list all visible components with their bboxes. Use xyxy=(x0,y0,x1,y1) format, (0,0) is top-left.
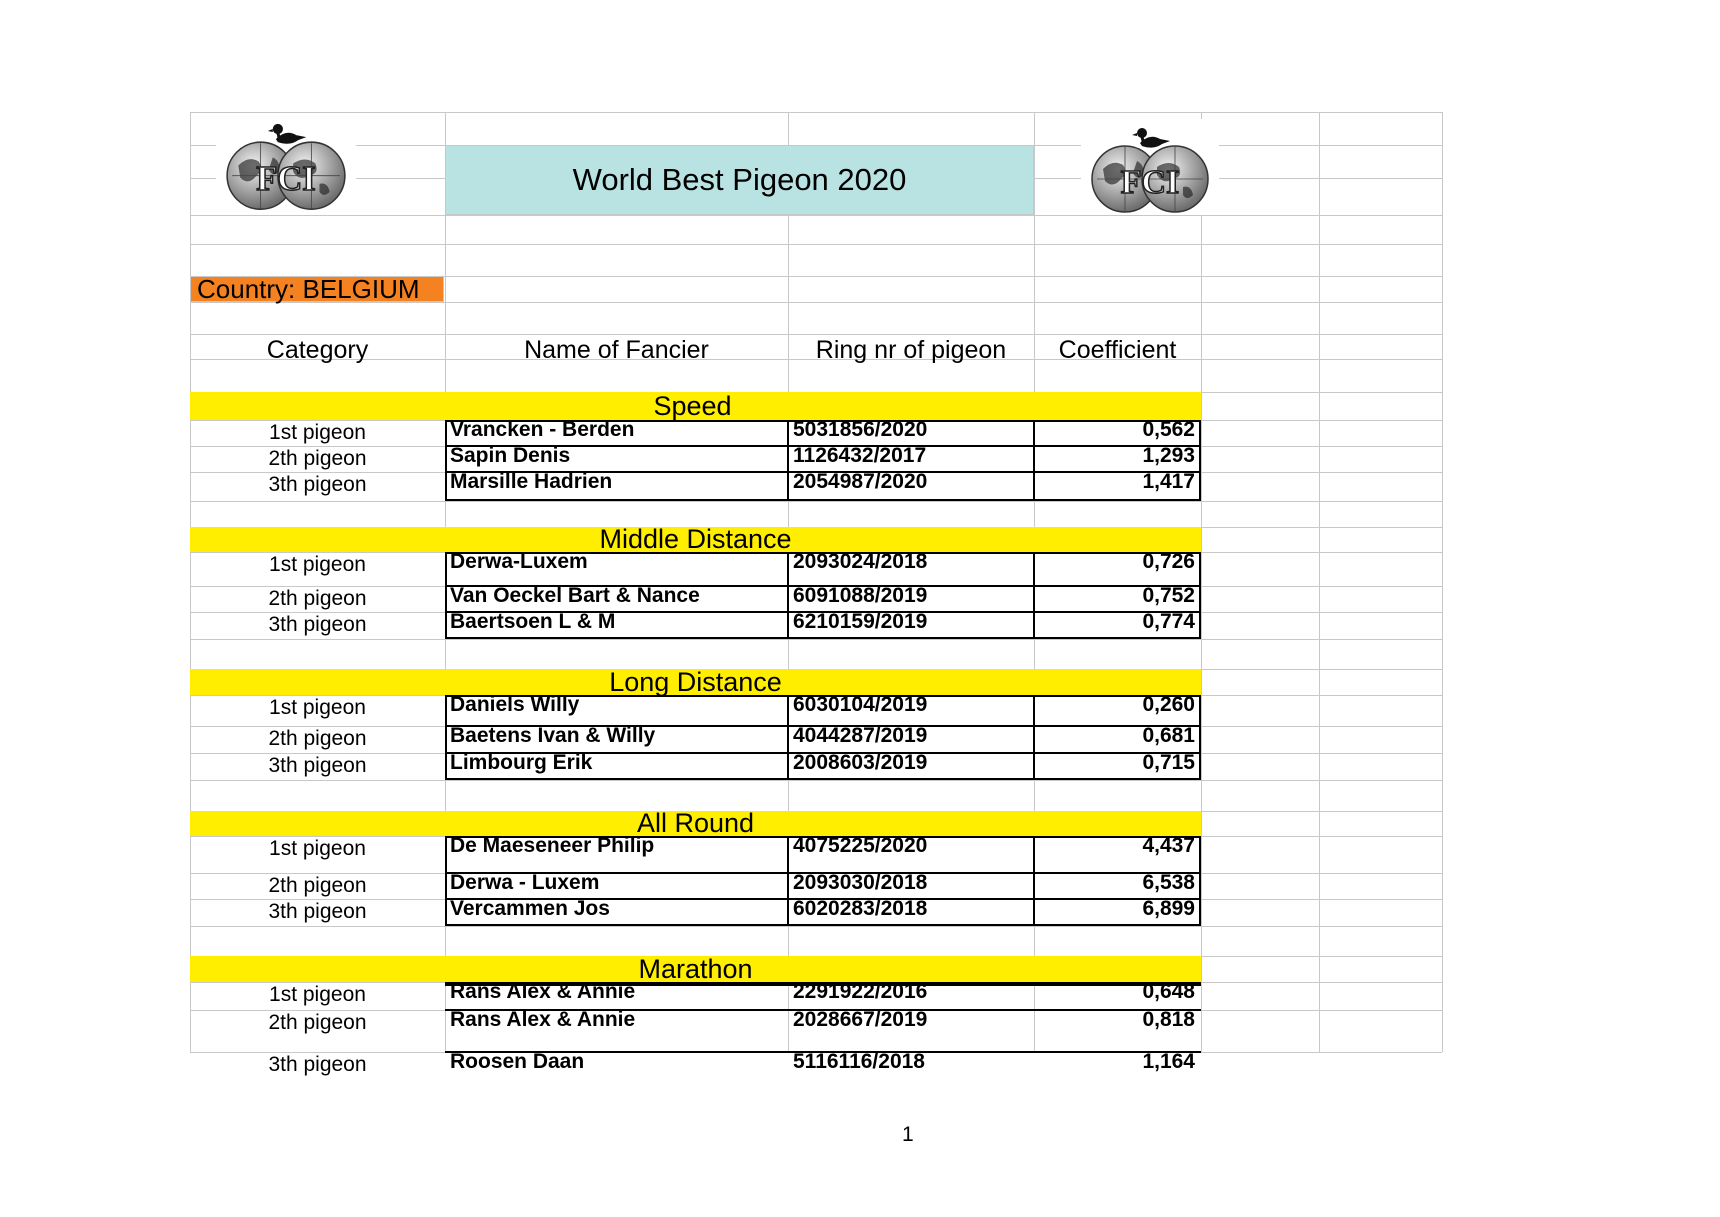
category-cell: 2th pigeon xyxy=(268,587,367,610)
section-header: All Round xyxy=(190,811,1201,836)
fancier-name-cell: Derwa-Luxem xyxy=(450,550,588,573)
coefficient-cell: 0,562 xyxy=(1142,418,1195,441)
fancier-name-cell: Daniels Willy xyxy=(450,693,580,716)
category-cell: 2th pigeon xyxy=(268,1011,367,1034)
fancier-name-cell: Derwa - Luxem xyxy=(450,871,600,894)
results-col-divider xyxy=(787,695,789,780)
fancier-name-cell: Marsille Hadrien xyxy=(450,470,613,493)
coefficient-cell: 1,164 xyxy=(1142,1050,1195,1073)
category-cell: 1st pigeon xyxy=(269,837,366,860)
results-col-divider xyxy=(787,836,789,926)
category-cell: 2th pigeon xyxy=(268,874,367,897)
column-header-ring: Ring nr of pigeon xyxy=(815,336,1007,364)
fancier-name-cell: Sapin Denis xyxy=(450,444,571,467)
ring-number-cell: 4075225/2020 xyxy=(793,834,928,857)
category-cell: 1st pigeon xyxy=(269,553,366,576)
grid-column-line xyxy=(1442,112,1443,1052)
fancier-name-cell: De Maeseneer Philip xyxy=(450,834,655,857)
section-header: Speed xyxy=(190,392,1201,420)
ring-number-cell: 2054987/2020 xyxy=(793,470,928,493)
country-label: Country: BELGIUM xyxy=(190,276,444,302)
coefficient-cell: 0,774 xyxy=(1142,610,1195,633)
fancier-name-cell: Rans Alex & Annie xyxy=(450,1008,636,1031)
ring-number-cell: 1126432/2017 xyxy=(793,444,927,467)
coefficient-cell: 0,681 xyxy=(1142,724,1195,747)
category-cell: 3th pigeon xyxy=(268,473,367,496)
category-cell: 3th pigeon xyxy=(268,900,367,923)
fancier-name-cell: Vercammen Jos xyxy=(450,897,610,920)
svg-text:FCI: FCI xyxy=(256,159,316,198)
section-header: Long Distance xyxy=(190,669,1201,695)
column-header-coefficient: Coefficient xyxy=(1058,336,1177,364)
results-col-divider xyxy=(787,420,789,501)
page-title: World Best Pigeon 2020 xyxy=(445,145,1034,215)
fancier-name-cell: Limbourg Erik xyxy=(450,751,593,774)
coefficient-cell: 0,726 xyxy=(1142,550,1195,573)
fancier-name-cell: Baertsoen L & M xyxy=(450,610,616,633)
column-header-category: Category xyxy=(266,336,369,364)
ring-number-cell: 6030104/2019 xyxy=(793,693,928,716)
ring-number-cell: 5031856/2020 xyxy=(793,418,928,441)
coefficient-cell: 4,437 xyxy=(1142,834,1195,857)
coefficient-cell: 0,260 xyxy=(1142,693,1195,716)
ring-number-cell: 6091088/2019 xyxy=(793,584,928,607)
grid-row-line xyxy=(190,112,1442,113)
fci-logo-left-icon xyxy=(220,112,352,215)
category-cell: 1st pigeon xyxy=(269,983,366,1006)
fancier-name-cell: Vrancken - Berden xyxy=(450,418,635,441)
fancier-name-cell: Rans Alex & Annie xyxy=(450,980,636,1003)
ring-number-cell: 5116116/2018 xyxy=(793,1050,925,1073)
ring-number-cell: 6020283/2018 xyxy=(793,897,928,920)
category-cell: 2th pigeon xyxy=(268,447,367,470)
svg-text:FCI: FCI xyxy=(1120,164,1180,201)
ring-number-cell: 4044287/2019 xyxy=(793,724,928,747)
results-col-divider xyxy=(787,552,789,639)
category-cell: 3th pigeon xyxy=(268,1053,367,1076)
category-cell: 1st pigeon xyxy=(269,696,366,719)
coefficient-cell: 0,818 xyxy=(1142,1008,1195,1031)
ring-number-cell: 2291922/2016 xyxy=(793,980,928,1003)
grid-column-line xyxy=(1319,112,1320,1052)
section-header: Middle Distance xyxy=(190,527,1201,552)
fancier-name-cell: Van Oeckel Bart & Nance xyxy=(450,584,700,607)
coefficient-cell: 6,538 xyxy=(1142,871,1195,894)
fancier-name-cell: Baetens Ivan & Willy xyxy=(450,724,656,747)
fci-logo-right-icon xyxy=(1085,117,1215,217)
page-number: 1 xyxy=(902,1123,914,1146)
coefficient-cell: 6,899 xyxy=(1142,897,1195,920)
category-cell: 2th pigeon xyxy=(268,727,367,750)
coefficient-cell: 0,715 xyxy=(1142,751,1195,774)
column-header-fancier: Name of Fancier xyxy=(524,336,709,364)
fancier-name-cell: Roosen Daan xyxy=(450,1050,585,1073)
ring-number-cell: 2093030/2018 xyxy=(793,871,928,894)
coefficient-cell: 0,648 xyxy=(1142,980,1195,1003)
grid-row-line xyxy=(190,215,1442,216)
coefficient-cell: 1,293 xyxy=(1142,444,1195,467)
grid-row-line xyxy=(190,334,1442,335)
coefficient-cell: 0,752 xyxy=(1142,584,1195,607)
ring-number-cell: 2028667/2019 xyxy=(793,1008,928,1031)
grid-column-line xyxy=(1201,112,1202,1052)
grid-row-line xyxy=(190,244,1442,245)
ring-number-cell: 6210159/2019 xyxy=(793,610,928,633)
ring-number-cell: 2008603/2019 xyxy=(793,751,928,774)
category-cell: 3th pigeon xyxy=(268,613,367,636)
category-cell: 1st pigeon xyxy=(269,421,366,444)
coefficient-cell: 1,417 xyxy=(1142,470,1195,493)
section-header: Marathon xyxy=(190,956,1201,982)
category-cell: 3th pigeon xyxy=(268,754,367,777)
ring-number-cell: 2093024/2018 xyxy=(793,550,928,573)
